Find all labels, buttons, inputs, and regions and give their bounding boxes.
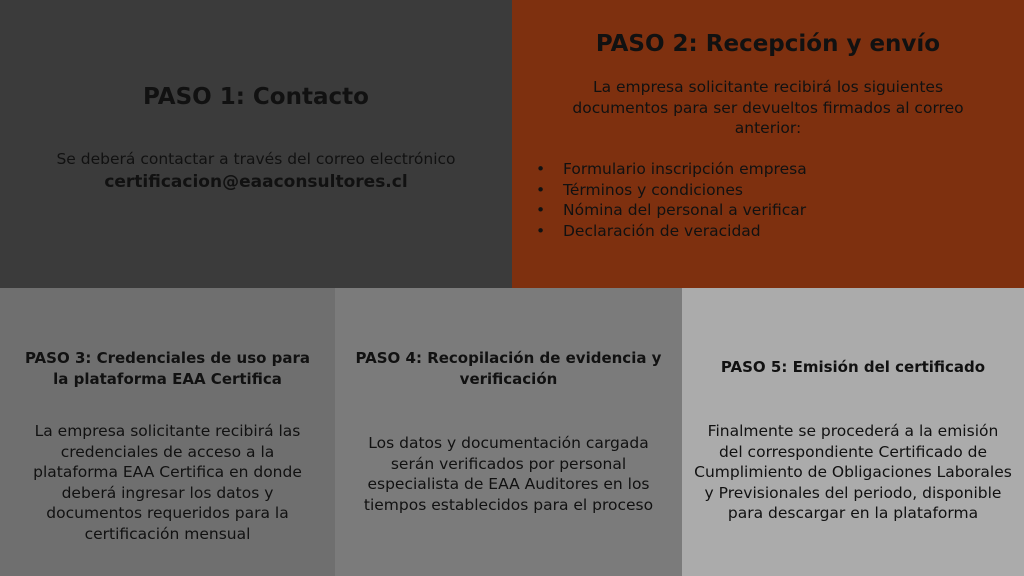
- step2-panel: [512, 0, 1024, 288]
- step3-panel: [0, 288, 335, 576]
- documents-list: [536, 159, 807, 242]
- step5-text: Finalmente se procederá a la emisión del correspondiente Certificado de Cumplimiento de Obligaciones Laborales y Previsionales del periodo, disponible para descargar en la plataforma: [694, 422, 1012, 522]
- list-item: • Declaración de veracidad: [536, 221, 807, 242]
- step4-text: Los datos y documentación cargada serán verificados por personal especialista de EAA Auditores en los tiempos establecidos para el proceso: [363, 434, 654, 514]
- step1-title: PASO 1: Contacto: [143, 84, 369, 110]
- step4-panel: [335, 288, 682, 576]
- step3-text: La empresa solicitante recibirá las credenciales de acceso a la plataforma EAA Certifica en donde deberá ingresar los datos y documentos requeridos para la certificación mensual: [33, 422, 302, 543]
- list-item: • Nómina del personal a verificar: [536, 200, 807, 221]
- list-item: • Términos y condiciones: [536, 180, 807, 201]
- step2-text: La empresa solicitante recibirá los siguientes documentos para ser devueltos firmados al correo anterior:: [572, 78, 964, 137]
- step4-title: PASO 4: Recopilación de evidencia y verificación: [355, 349, 662, 388]
- step1-text: [20, 149, 492, 192]
- step1-description: Se deberá contactar a través del correo electrónico: [56, 150, 456, 168]
- step3-title: PASO 3: Credenciales de uso para la plataforma EAA Certifica: [24, 349, 311, 388]
- contact-email-link[interactable]: certificacion@eaaconsultores.cl: [104, 171, 408, 192]
- step5-panel: [682, 288, 1024, 576]
- list-item: • Formulario inscripción empresa: [536, 159, 807, 180]
- step1-panel: [0, 0, 512, 288]
- step2-title: PASO 2: Recepción y envío: [595, 31, 941, 57]
- step5-title: PASO 5: Emisión del certificado: [720, 358, 986, 376]
